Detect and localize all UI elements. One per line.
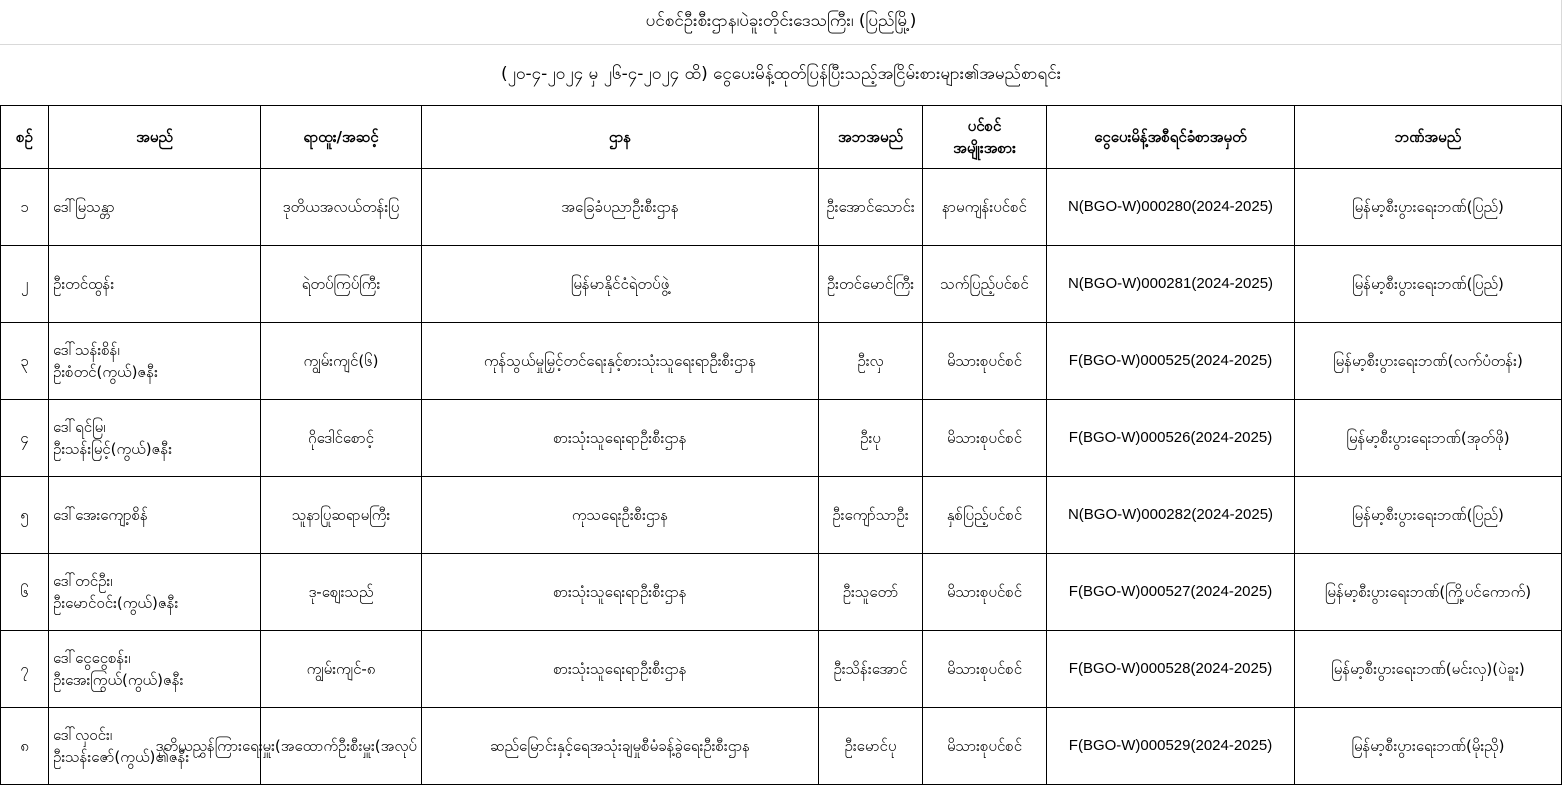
cell-no[interactable]: ၇ — [1, 631, 49, 708]
cell-department[interactable]: ကုန်သွယ်မှုမြှင့်တင်ရေးနှင့်စားသုံးသူရေးရာဦးစီးဌာန — [422, 323, 819, 400]
cell-name[interactable] — [49, 169, 261, 246]
cell-name[interactable] — [49, 323, 261, 400]
cell-pension-type[interactable]: မိသားစုပင်စင် — [923, 323, 1047, 400]
table-row — [1, 708, 1562, 785]
cell-department[interactable]: မြန်မာနိုင်ငံရဲတပ်ဖွဲ့ — [422, 246, 819, 323]
cell-order-no[interactable]: F(BGO-W)000527(2024-2025) — [1047, 554, 1295, 631]
cell-department[interactable]: အခြေခံပညာဦးစီးဌာန — [422, 169, 819, 246]
cell-father[interactable]: ဦးလှ — [819, 323, 923, 400]
grid-line — [1561, 0, 1562, 106]
sheet-subtitle: (၂၀-၄-၂၀၂၄ မှ ၂၆-၄-၂၀၂၄ ထိ) ငွေပေးမိန့်ထုတ်ပြန်ပြီးသည့်အငြိမ်းစားများ၏အမည်စာရင်း — [500, 63, 1062, 84]
name-line2: ဦးသန်းဇော်(ကွယ်)၏ဇနီး — [53, 748, 190, 766]
table-row — [1, 323, 1562, 400]
retiree-table — [0, 105, 1562, 785]
cell-bank[interactable]: မြန်မာ့စီးပွားရေးဘဏ်(အုတ်ဖို) — [1295, 400, 1562, 477]
cell-bank[interactable]: မြန်မာ့စီးပွားရေးဘဏ်(မင်းလှ)(ပဲခူး) — [1295, 631, 1562, 708]
cell-father[interactable]: ဦးတင်မောင်ကြီး — [819, 246, 923, 323]
cell-no[interactable]: ၃ — [1, 323, 49, 400]
cell-pension-type[interactable]: နှစ်ပြည့်ပင်စင် — [923, 477, 1047, 554]
cell-order-no[interactable]: F(BGO-W)000525(2024-2025) — [1047, 323, 1295, 400]
cell-rank[interactable]: ဂိုဒေါင်စောင့် — [261, 400, 422, 477]
cell-rank[interactable]: ဒုတိယညွှန်ကြားရေးမှူး(အထောက်ဦးစီးမှူး(အလုပ် — [261, 708, 422, 785]
cell-no[interactable]: ၄ — [1, 400, 49, 477]
cell-name[interactable] — [49, 400, 261, 477]
cell-father[interactable]: ဦးသိန်းအောင် — [819, 631, 923, 708]
cell-name[interactable] — [49, 477, 261, 554]
cell-department[interactable]: စားသုံးသူရေးရာဦးစီးဌာန — [422, 400, 819, 477]
cell-name[interactable] — [49, 554, 261, 631]
cell-father[interactable]: ဦးပု — [819, 400, 923, 477]
name-line1: ဒေါ်မြသန္တာ — [53, 198, 115, 216]
cell-rank[interactable]: ကျွမ်းကျင်(၆) — [261, 323, 422, 400]
name-line1: ဦးတင်ထွန်း — [53, 275, 115, 293]
cell-department[interactable]: စားသုံးသူရေးရာဦးစီးဌာန — [422, 554, 819, 631]
table-row — [1, 246, 1562, 323]
cell-department[interactable]: စားသုံးသူရေးရာဦးစီးဌာန — [422, 631, 819, 708]
cell-order-no[interactable]: F(BGO-W)000529(2024-2025) — [1047, 708, 1295, 785]
name-line1: ဒေါ်သန်းစိန်၊ — [53, 341, 120, 359]
col-header-pension-type[interactable] — [923, 106, 1047, 169]
cell-no[interactable]: ၁ — [1, 169, 49, 246]
cell-pension-type[interactable]: မိသားစုပင်စင် — [923, 708, 1047, 785]
name-line1: ဒေါ်ငွေငွေစန်း၊ — [53, 649, 131, 667]
col-header-rank[interactable]: ရာထူး/အဆင့် — [261, 106, 422, 169]
name-line2: ဦးမောင်ဝင်း(ကွယ်)ဇနီး — [53, 594, 179, 612]
cell-bank[interactable]: မြန်မာ့စီးပွားရေးဘဏ်(ပြည်) — [1295, 169, 1562, 246]
cell-no[interactable]: ၈ — [1, 708, 49, 785]
name-line2: ဦးသန်းမြင့်(ကွယ်)ဇနီး — [53, 440, 173, 458]
cell-name[interactable] — [49, 631, 261, 708]
table-row — [1, 554, 1562, 631]
col-header-pension-type-line2: အမျိုးအစား — [953, 139, 1016, 157]
table-row — [1, 400, 1562, 477]
cell-no[interactable]: ၅ — [1, 477, 49, 554]
cell-bank[interactable]: မြန်မာ့စီးပွားရေးဘဏ်(မိုးညို) — [1295, 708, 1562, 785]
cell-rank[interactable]: ဒု-စျေးသည် — [261, 554, 422, 631]
table-row — [1, 631, 1562, 708]
col-header-no[interactable]: စဉ် — [1, 106, 49, 169]
name-line2: ဦးစံတင်(ကွယ်)ဇနီး — [53, 363, 158, 381]
cell-pension-type[interactable]: မိသားစုပင်စင် — [923, 631, 1047, 708]
cell-father[interactable]: ဦးအောင်သောင်း — [819, 169, 923, 246]
cell-order-no[interactable]: N(BGO-W)000282(2024-2025) — [1047, 477, 1295, 554]
col-header-father[interactable]: အဘအမည် — [819, 106, 923, 169]
header-row — [1, 106, 1562, 169]
cell-pension-type[interactable]: မိသားစုပင်စင် — [923, 400, 1047, 477]
table-row — [1, 477, 1562, 554]
cell-rank[interactable]: ရဲတပ်ကြပ်ကြီး — [261, 246, 422, 323]
cell-father[interactable]: ဦးမောင်ပု — [819, 708, 923, 785]
col-header-pension-type-line1: ပင်စင် — [967, 117, 1002, 135]
cell-bank[interactable]: မြန်မာ့စီးပွားရေးဘဏ်(ပြည်) — [1295, 477, 1562, 554]
table-row — [1, 169, 1562, 246]
cell-no[interactable]: ၂ — [1, 246, 49, 323]
cell-rank[interactable]: ကျွမ်းကျင်-၈ — [261, 631, 422, 708]
cell-department[interactable]: ဆည်မြောင်းနှင့်ရေအသုံးချမှုစီမံခန့်ခွဲရေးဦးစီးဌာန — [422, 708, 819, 785]
cell-no[interactable]: ၆ — [1, 554, 49, 631]
cell-bank[interactable]: မြန်မာ့စီးပွားရေးဘဏ်(ပြည်) — [1295, 246, 1562, 323]
col-header-order-no[interactable]: ငွေပေးမိန့်အစီရင်ခံစာအမှတ် — [1047, 106, 1295, 169]
cell-father[interactable]: ဦးသူတော် — [819, 554, 923, 631]
cell-order-no[interactable]: F(BGO-W)000526(2024-2025) — [1047, 400, 1295, 477]
name-line1: ဒေါ်ရင်မြ၊ — [53, 418, 106, 436]
cell-pension-type[interactable]: နာမကျန်းပင်စင် — [923, 169, 1047, 246]
col-header-name[interactable]: အမည် — [49, 106, 261, 169]
col-header-department[interactable]: ဌာန — [422, 106, 819, 169]
cell-pension-type[interactable]: မိသားစုပင်စင် — [923, 554, 1047, 631]
cell-pension-type[interactable]: သက်ပြည့်ပင်စင် — [923, 246, 1047, 323]
name-line1: ဒေါ်အေးကျော့စိန် — [53, 506, 148, 524]
sheet-title: ပင်စင်ဦးစီးဌာန၊ပဲခူးတိုင်းဒေသကြီး၊ (ပြည်မြို့) — [0, 0, 1562, 45]
cell-rank[interactable]: ဒုတိယအလယ်တန်းပြ — [261, 169, 422, 246]
cell-father[interactable]: ဦးကျော်သာဦး — [819, 477, 923, 554]
cell-name[interactable] — [49, 246, 261, 323]
cell-order-no[interactable]: N(BGO-W)000281(2024-2025) — [1047, 246, 1295, 323]
cell-bank[interactable]: မြန်မာ့စီးပွားရေးဘဏ်(လက်ပံတန်း) — [1295, 323, 1562, 400]
cell-order-no[interactable]: N(BGO-W)000280(2024-2025) — [1047, 169, 1295, 246]
cell-department[interactable]: ကုသရေးဦးစီးဌာန — [422, 477, 819, 554]
name-line1: ဒေါ်လှဝင်း၊ — [53, 726, 113, 744]
cell-order-no[interactable]: F(BGO-W)000528(2024-2025) — [1047, 631, 1295, 708]
col-header-bank[interactable]: ဘဏ်အမည် — [1295, 106, 1562, 169]
cell-rank[interactable]: သူနာပြုဆရာမကြီး — [261, 477, 422, 554]
name-line1: ဒေါ်တင်ဦး၊ — [53, 572, 113, 590]
cell-bank[interactable]: မြန်မာ့စီးပွားရေးဘဏ်(ကြို့ပင်ကောက်) — [1295, 554, 1562, 631]
name-line2: ဦးအေးကြွယ်(ကွယ်)ဇနီး — [53, 671, 184, 689]
